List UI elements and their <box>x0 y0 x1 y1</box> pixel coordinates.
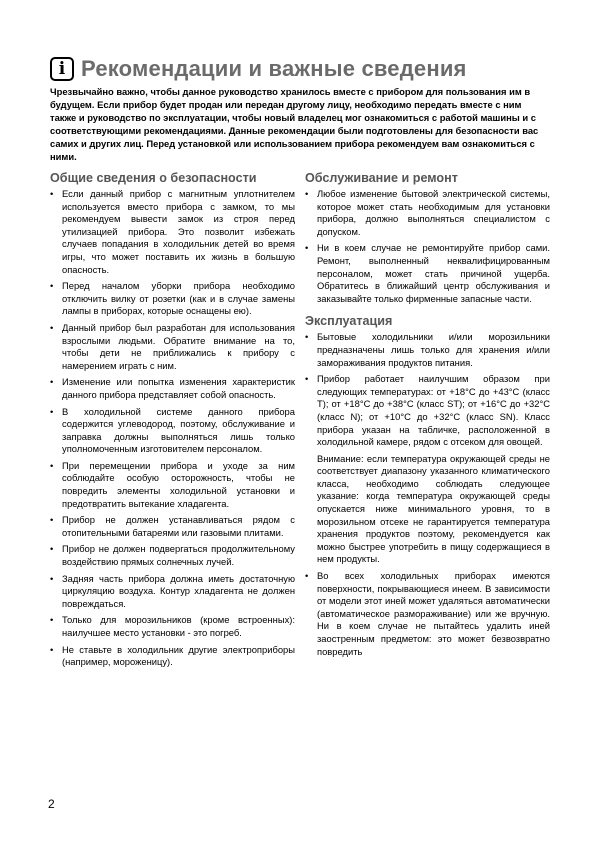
list-item: • Перед началом уборки прибора необходимо отключить вилку от розетки (как и в случае замены лампы в приборах, которые оснащены ею). <box>50 280 295 317</box>
climate-class-note: Внимание: если температура окружающей среды не соответствует диапазону указанного климатического класса, необходимо соблюдать следующее указание: когда температура окружающей среды опускается ниже минимального уровня, то в морозильном отсеке не гарантируется температура хранения продуктов поэтому, рекомендуется как можно быстрее употребить в пищу содержащиеся в нем продукты. <box>317 452 550 565</box>
section-heading-service: Обслуживание и ремонт <box>305 171 458 185</box>
bullet: • <box>305 188 309 199</box>
list-item: • Не ставьте в холодильник другие электроприборы (например, мороженицу). <box>50 643 295 668</box>
bullet: • <box>50 543 54 555</box>
list-item: • При перемещении прибора и уходе за ним соблюдайте особую осторожность, чтобы не повредить элементы холодильной установки и предотвратить вытекание хладагента. <box>50 459 295 509</box>
bullet: • <box>50 514 54 526</box>
bullet: • <box>50 459 54 471</box>
page-title: Рекомендации и важные сведения <box>81 56 467 81</box>
bullet: • <box>50 188 54 199</box>
list-item: • Изменение или попытка изменения характеристик данного прибора представляет собой опасность. <box>50 376 295 400</box>
intro-text: Чрезвычайно важно, чтобы данное руководство хранилось вместе с прибором для пользования им в будущем. Если прибор будет продан или передан другому лицу, необходимо передать вместе с ним также и руководство по эксплуатации, чтобы новый владелец мог ознакомиться с работой машины и с соответствующими рекомендациями. Данные рекомендации были подготовлены для безопасности вас самих и других лиц. Перед установкой или использованием прибора рекомендуем вам ознакомиться с ними. <box>50 86 539 162</box>
section-heading-usage: Эксплуатация <box>305 314 393 329</box>
right-column <box>305 170 550 662</box>
list-item: • Прибор работает наилучшим образом при следующих температурах: от +18°C до +43°C (класс T); от +18°C до +38°C (класс ST); от +16°C до +32°C (класс N); от +10°C до +32°C (класс SN). Класс прибора указан на табличке, расположенной в холодильной камере, рядом с отсеком для овощей. <box>305 373 550 448</box>
bullet: • <box>50 376 54 388</box>
list-item: • Если данный прибор с магнитным уплотнителем используется вместо прибора с замком, то мы рекомендуем вывести замок из строя перед утилизацией прибора. Это позволит избежать случаев попадания в холодильник детей во время игры, что может поставить их жизнь в большую опасность. <box>50 188 295 275</box>
list-item: • Бытовые холодильники и/или морозильники предназначены лишь только для хранения и/или замораживания продуктов питания. <box>305 331 550 368</box>
bullet: • <box>50 280 54 292</box>
list-item: • Прибор не должен подвергаться продолжительному воздействию прямых солнечных лучей. <box>50 543 295 568</box>
left-column <box>50 170 295 673</box>
list-item: • Только для морозильников (кроме встроенных): наилучшее место установки - это погреб. <box>50 614 295 638</box>
usage-list <box>305 331 550 448</box>
bullet: • <box>305 242 309 254</box>
list-item: • Во всех холодильных приборах имеются поверхности, покрывающиеся инеем. В зависимости от модели этот иней может удаляться автоматически (автоматическое размораживание) или же вручную. Ни в коем случае не пытайтесь удалить иней заостренным предметом: это может безвозвратно повредить <box>305 570 550 657</box>
list-item: • В холодильной системе данного прибора содержится углеводород, поэтому, обслуживание и заправка должны выполняться лишь только уполномоченным изготовителем персоналом. <box>50 405 295 455</box>
bullet: • <box>50 614 54 626</box>
list-item: • Прибор не должен устанавливаться рядом с отопительными батареями или газовыми плитами. <box>50 514 295 538</box>
page-number: 2 <box>48 797 55 811</box>
usage-list-continued <box>305 570 550 658</box>
title-row <box>50 52 550 86</box>
bullet: • <box>50 405 54 417</box>
bullet: • <box>50 643 54 655</box>
bullet: • <box>305 331 309 343</box>
intro-paragraph <box>50 85 548 163</box>
service-list <box>305 188 550 305</box>
bullet: • <box>50 572 54 584</box>
info-icon: i <box>50 57 74 81</box>
list-item: • Ни в коем случае не ремонтируйте прибор сами. Ремонт, выполненный неквалифицированным персоналом, может стать причиной ущерба. Обратитесь в ближайший центр обслуживания и заказывайте только фирменные запасные части. <box>305 242 550 304</box>
list-item: • Данный прибор был разработан для использования взрослыми людьми. Обратите внимание на то, чтобы дети не приближались к прибору с намерением играть с ним. <box>50 321 295 371</box>
section-heading-safety: Общие сведения о безопасности <box>50 171 257 185</box>
bullet: • <box>305 373 309 385</box>
bullet: • <box>305 570 309 582</box>
list-item: • Любое изменение бытовой электрической системы, которое может стать необходимым для установки прибора, должно выполняться специалистом с допуском. <box>305 188 550 237</box>
safety-list <box>50 188 295 669</box>
bullet: • <box>50 321 54 333</box>
list-item: • Задняя часть прибора должна иметь достаточную циркуляцию воздуха. Контур хладагента не должен повреждаться. <box>50 572 295 609</box>
